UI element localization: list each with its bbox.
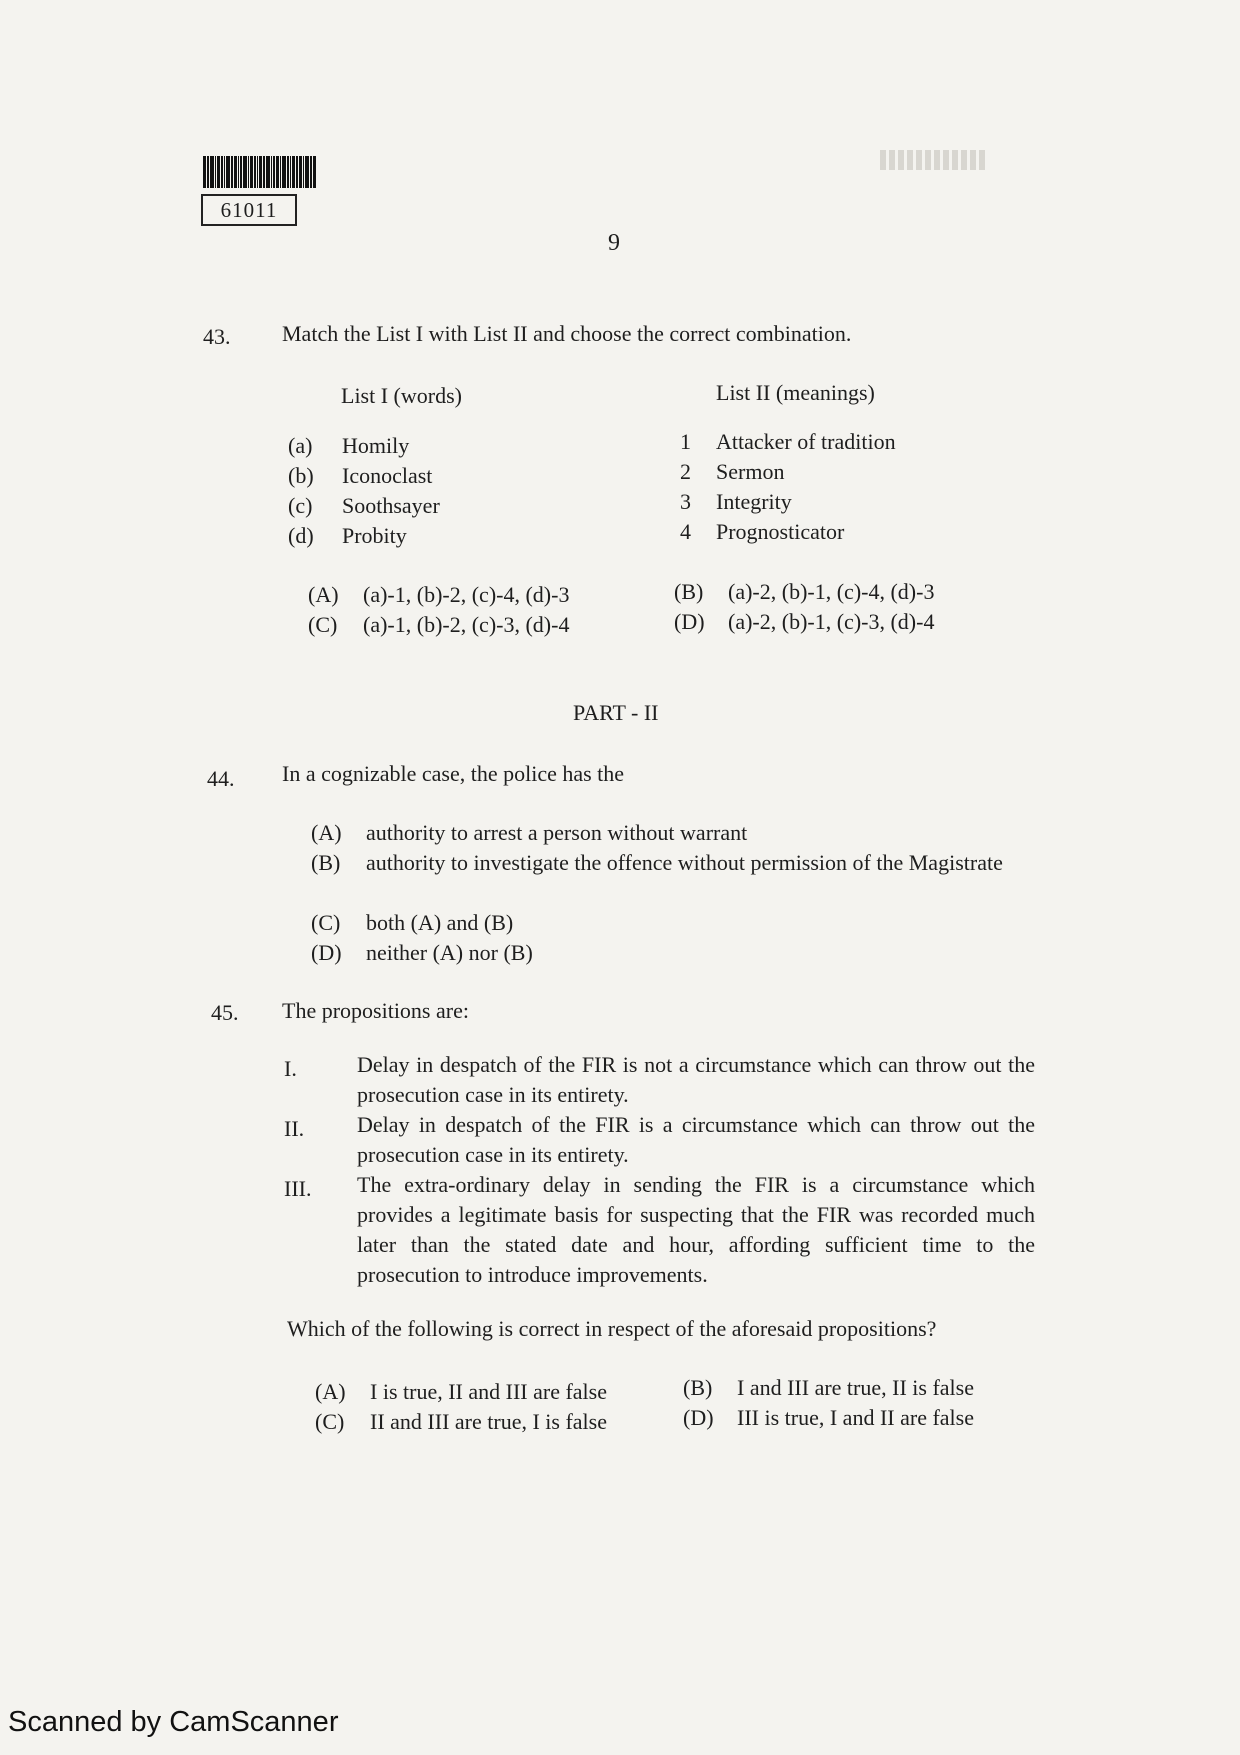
option-key: (D) bbox=[683, 1405, 714, 1430]
list1-key: (d) bbox=[288, 523, 314, 548]
option-key: (B) bbox=[674, 579, 704, 604]
list2-key: 3 bbox=[680, 489, 691, 514]
list2-key: 4 bbox=[680, 519, 691, 544]
question-number: 44. bbox=[207, 766, 235, 791]
list2-key: 1 bbox=[680, 429, 691, 454]
part-heading: PART - II bbox=[573, 700, 659, 725]
option-key: (D) bbox=[311, 940, 342, 965]
paper-code: 61011 bbox=[201, 194, 297, 226]
list1-word: Soothsayer bbox=[342, 493, 440, 518]
list2-key: 2 bbox=[680, 459, 691, 484]
page-number: 9 bbox=[608, 230, 620, 256]
option-text: I and III are true, II is false bbox=[737, 1375, 974, 1400]
proposition-key: II. bbox=[284, 1116, 305, 1141]
list1-title: List I (words) bbox=[341, 383, 462, 408]
proposition-key: III. bbox=[284, 1176, 312, 1201]
list2-meaning: Sermon bbox=[716, 459, 785, 484]
option-text: II and III are true, I is false bbox=[370, 1409, 607, 1434]
option-key: (C) bbox=[315, 1409, 345, 1434]
option-key: (B) bbox=[683, 1375, 713, 1400]
option-key: (A) bbox=[311, 820, 342, 845]
option-key: (C) bbox=[308, 612, 338, 637]
option-text: both (A) and (B) bbox=[366, 910, 514, 935]
option-text: I is true, II and III are false bbox=[370, 1379, 607, 1404]
proposition-text: Delay in despatch of the FIR is not a circumstance which can throw out the prosecution case in its entirety. bbox=[357, 1052, 1035, 1107]
question-text: In a cognizable case, the police has the bbox=[282, 761, 625, 786]
option-key: (A) bbox=[308, 582, 339, 607]
list1-word: Iconoclast bbox=[342, 463, 433, 488]
question-number: 45. bbox=[211, 1000, 239, 1025]
proposition-text: The extra-ordinary delay in sending the FIR is a circumstance which provides a legitimate basis for suspecting that the FIR was recorded much later than the stated date and hour, affording sufficient time to the prosecution to introduce improvements. bbox=[357, 1172, 1035, 1287]
option-text: neither (A) nor (B) bbox=[366, 940, 533, 965]
option-text: authority to investigate the offence without permission of the Magistrate bbox=[366, 850, 1003, 875]
option-key: (A) bbox=[315, 1379, 346, 1404]
option-text: (a)-1, (b)-2, (c)-4, (d)-3 bbox=[363, 582, 570, 607]
scanner-watermark: Scanned by CamScanner bbox=[8, 1706, 339, 1738]
list2-meaning: Attacker of tradition bbox=[716, 429, 896, 454]
list1-word: Homily bbox=[342, 433, 410, 458]
question-text: The propositions are: bbox=[282, 998, 469, 1023]
option-text: III is true, I and II are false bbox=[737, 1405, 974, 1430]
proposition-text: Delay in despatch of the FIR is a circumstance which can throw out the prosecution case in its entirety. bbox=[357, 1112, 1035, 1167]
list1-key: (a) bbox=[288, 433, 313, 458]
list2-meaning: Prognosticator bbox=[716, 519, 845, 544]
list1-key: (b) bbox=[288, 463, 314, 488]
question-text: Match the List I with List II and choose the correct combination. bbox=[282, 321, 852, 346]
list2-meaning: Integrity bbox=[716, 489, 792, 514]
list1-key: (c) bbox=[288, 493, 313, 518]
barcode bbox=[203, 156, 358, 188]
option-text: (a)-1, (b)-2, (c)-3, (d)-4 bbox=[363, 612, 570, 637]
option-text: authority to arrest a person without warrant bbox=[366, 820, 748, 845]
option-text: (a)-2, (b)-1, (c)-4, (d)-3 bbox=[728, 579, 935, 604]
option-key: (D) bbox=[674, 609, 705, 634]
question-number: 43. bbox=[203, 324, 231, 349]
option-text: (a)-2, (b)-1, (c)-3, (d)-4 bbox=[728, 609, 935, 634]
list1-word: Probity bbox=[342, 523, 407, 548]
option-key: (C) bbox=[311, 910, 341, 935]
option-key: (B) bbox=[311, 850, 341, 875]
faded-print-mark bbox=[880, 150, 1040, 180]
proposition-key: I. bbox=[284, 1056, 297, 1081]
question-prompt: Which of the following is correct in respect of the aforesaid propositions? bbox=[287, 1316, 937, 1341]
list2-title: List II (meanings) bbox=[716, 380, 875, 405]
